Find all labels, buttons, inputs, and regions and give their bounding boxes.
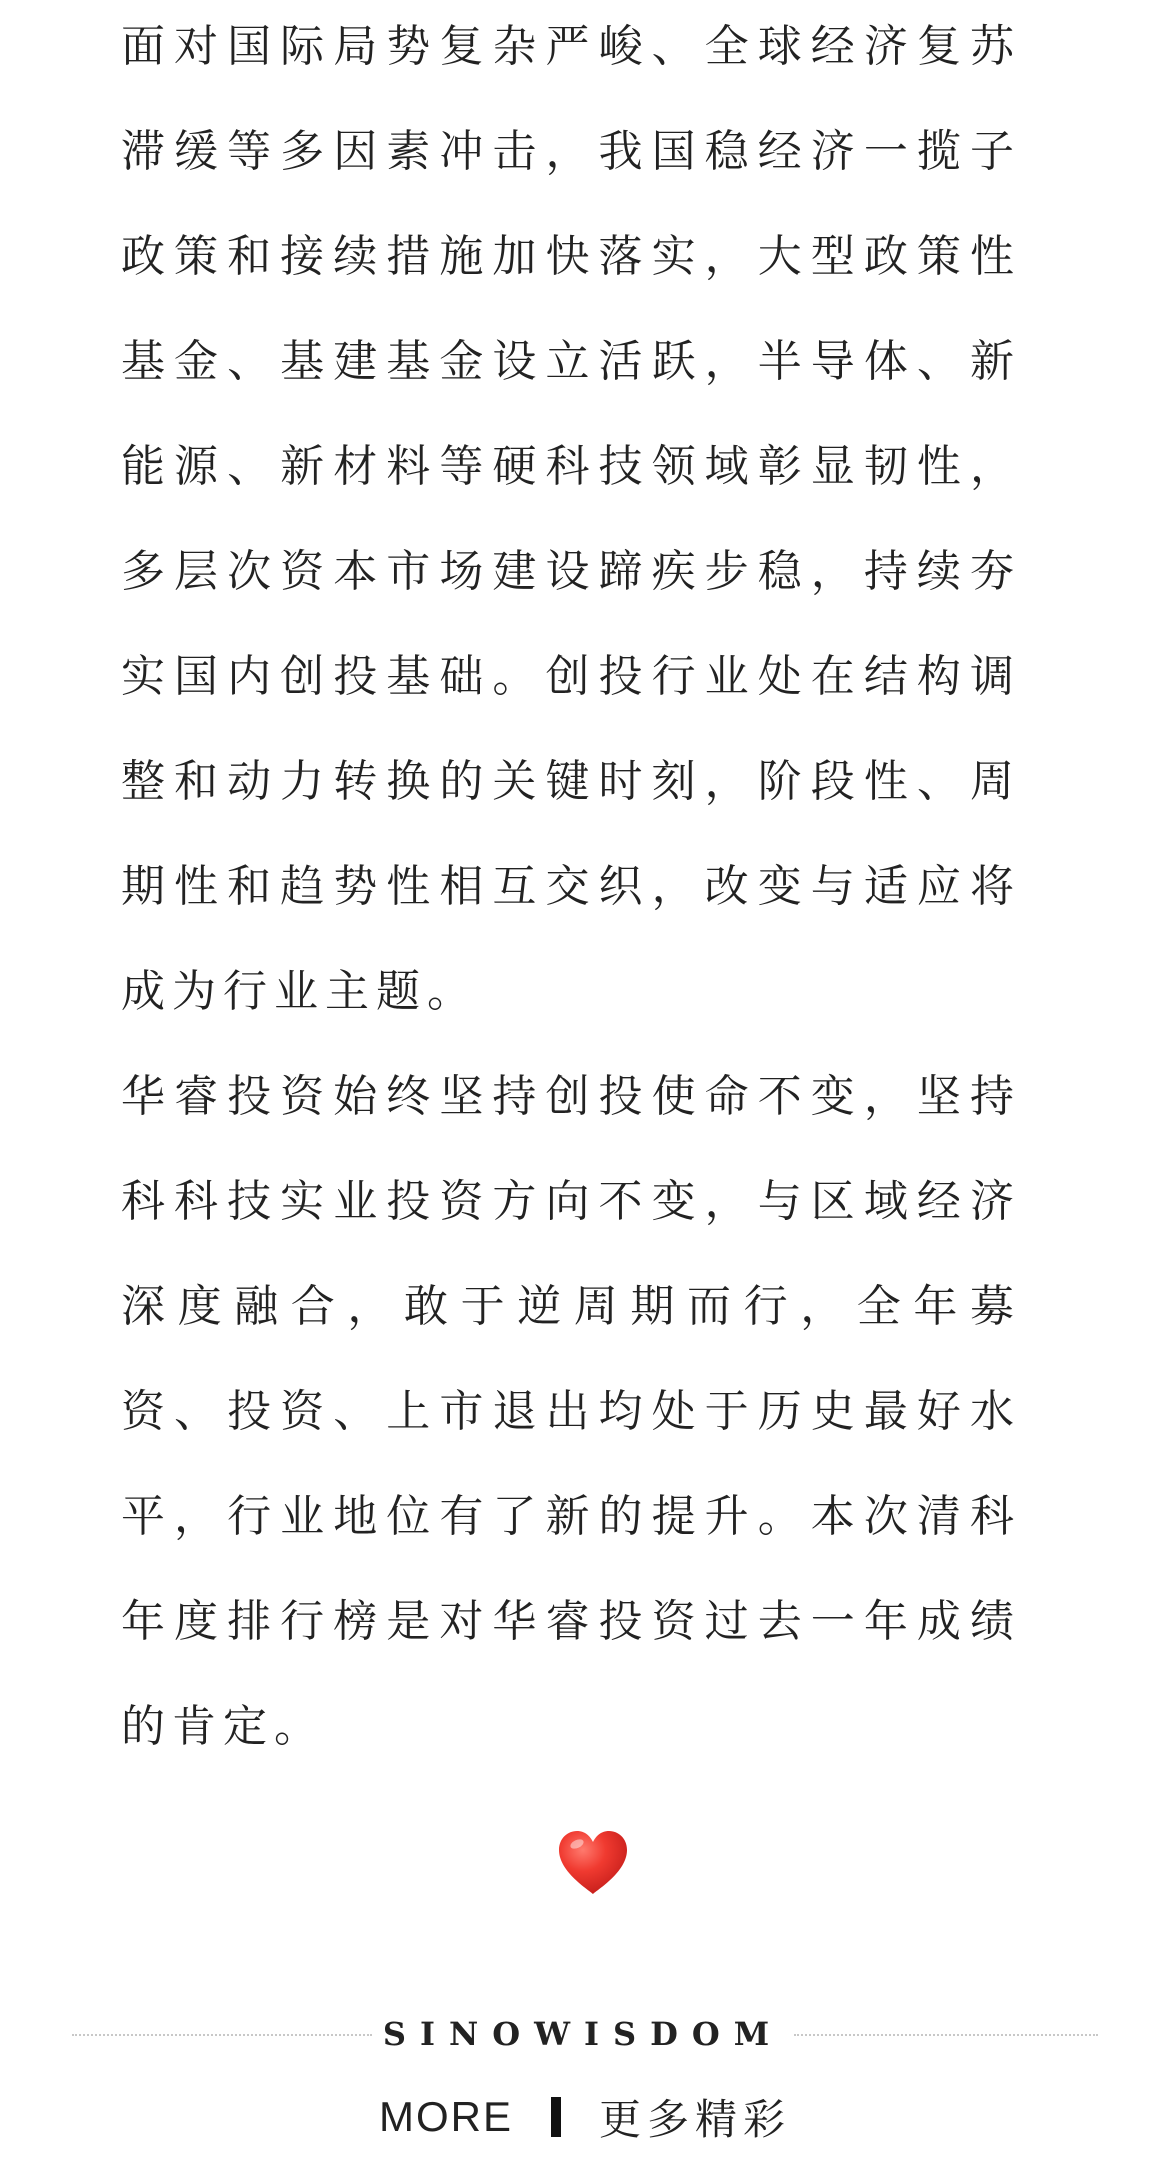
article-paragraph-1: 面对国际局势复杂严峻、全球经济复苏滞缓等多因素冲击，我国稳经济一揽子政策和接续措施加快落实，大型政策性基金、基建基金设立活跃，半导体、新能源、新材料等硬科技领域彰显韧性，多层次资本市场建设蹄疾步稳，持续夯实国内创投基础。创投行业处在结构调整和动力转换的关键时刻，阶段性、周期性和趋势性相互交织，改变与适应将成为行业主题。 <box>121 21 1021 1017</box>
more-link[interactable] <box>0 2085 1170 2149</box>
footer-divider <box>72 2008 1098 2060</box>
brand-name: SINOWISDOM <box>382 2015 784 2053</box>
more-label: MORE <box>378 2093 513 2140</box>
heart-icon <box>555 1828 631 1898</box>
article-paragraph-2: 华睿投资始终坚持创投使命不变，坚持科科技实业投资方向不变，与区域经济深度融合，敢于逆周期而行，全年募资、投资、上市退出均处于历史最好水平，行业地位有了新的提升。本次清科年度排行榜是对华睿投资过去一年成绩的肯定。 <box>121 1071 1021 1752</box>
divider-line-left <box>72 2034 372 2036</box>
more-cn-label: 更多精彩 <box>598 2095 791 2144</box>
divider-line-right <box>794 2034 1098 2036</box>
separator-bar <box>551 2097 561 2137</box>
